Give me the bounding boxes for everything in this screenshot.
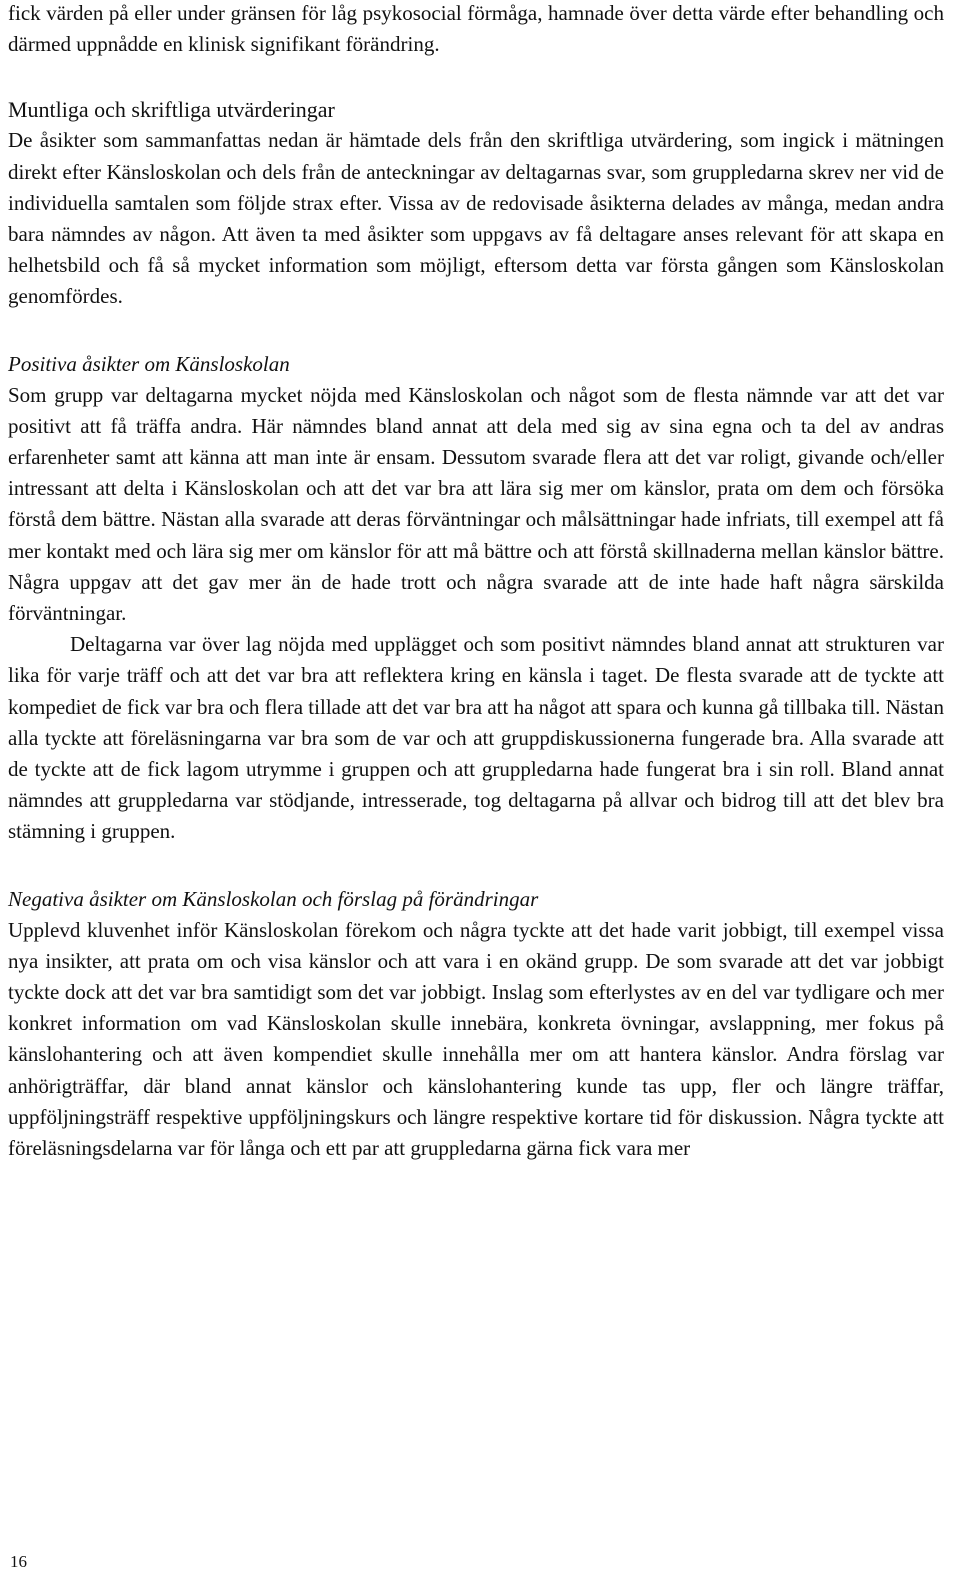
page-number: 16 xyxy=(10,1552,27,1571)
positive-paragraph-1: Som grupp var deltagarna mycket nöjda med Känsloskolan och något som de flesta nämnde var att det var positivt att få träffa andra. Här nämndes bland annat att dela med sig av sina egna och ta del av andras erfarenheter samt att känna att man inte är ensam. Dessutom svarade flera att det var roligt, givande och/eller intressant att delta i Känsloskolan och att det var bra att lära sig mer om känslor, prata om dem och försöka förstå dem bättre. Nästan alla svarade att deras förväntningar och målsättningar hade infriats, till exempel att få mer kontakt med och lära sig mer om känslor för att må bättre och att förstå skillnaderna mellan känslor bättre. Några uppgav att det gav mer än de hade trott och några svarade att de inte hade haft några särskilda förväntningar. xyxy=(8,382,944,626)
section-paragraph: De åsikter som sammanfattas nedan är hämtade dels från den skriftliga utvärdering, som ingick i mätningen direkt efter Känsloskolan och dels från de anteckningar av deltagarnas svar, som gruppledarna skrev ner vid de individuella samtalen som följde strax efter. Vissa av de redovisade åsikterna delades av många, medan andra bara nämndes av någon. Att även ta med åsikter som uppgavs av få deltagare anses relevant för att skapa en helhetsbild och få så mycket information som möjligt, eftersom detta var första gången som Känsloskolan genomfördes. xyxy=(8,128,944,309)
section-heading: Muntliga och skriftliga utvärderingar xyxy=(8,97,335,123)
positive-heading: Positiva åsikter om Känsloskolan xyxy=(8,351,290,376)
intro-paragraph: fick värden på eller under gränsen för låg psykosocial förmåga, hamnade över detta värde efter behandling och därmed uppnådde en klinisk signifikant förändring. xyxy=(8,1,944,57)
negative-paragraph: Upplevd kluvenhet inför Känsloskolan förekom och några tyckte att det hade varit jobbigt, till exempel vissa nya insikter, att prata om och visa känslor och att vara i en okänd grupp. De som svarade att det var jobbigt tyckte dock att det var bra samtidigt som det var jobbigt. Inslag som efterlystes av en del var tydligare och mer konkret information om vad Känsloskolan skulle innebära, konkreta övningar, avslappning, mer fokus på känslohantering och att även kompendiet skulle innehålla mer om att hantera känslor. Andra förslag var anhörigträffar, där bland annat känslor och känslohantering kunde tas upp, fler och längre träffar, uppföljningsträff respektive uppföljningskurs och längre respektive kortare tid för diskussion. Några tyckte att föreläsningsdelarna var för långa och ett par att gruppledarna gärna fick vara mer xyxy=(8,917,944,1161)
document-page xyxy=(8,0,944,1164)
negative-heading: Negativa åsikter om Känsloskolan och förslag på förändringar xyxy=(8,886,539,911)
positive-paragraph-2: Deltagarna var över lag nöjda med upplägget och som positivt nämndes bland annat att strukturen var lika för varje träff och att det var bra att reflektera kring en känsla i taget. De flesta svarade att de tyckte att kompediet de fick var bra och flera tillade att det var bra att ha något att spara och kunna gå tillbaka till. Nästan alla tyckte att föreläsningarna var bra som de var och att gruppdiskussionerna fungerade bra. Alla svarade att de tyckte att de fick lagom utrymme i gruppen och att gruppledarna hade fungerat bra i sin roll. Bland annat nämndes att gruppledarna var stödjande, intresserade, tog deltagarna på allvar och bidrog till att det blev bra stämning i gruppen. xyxy=(8,632,944,844)
